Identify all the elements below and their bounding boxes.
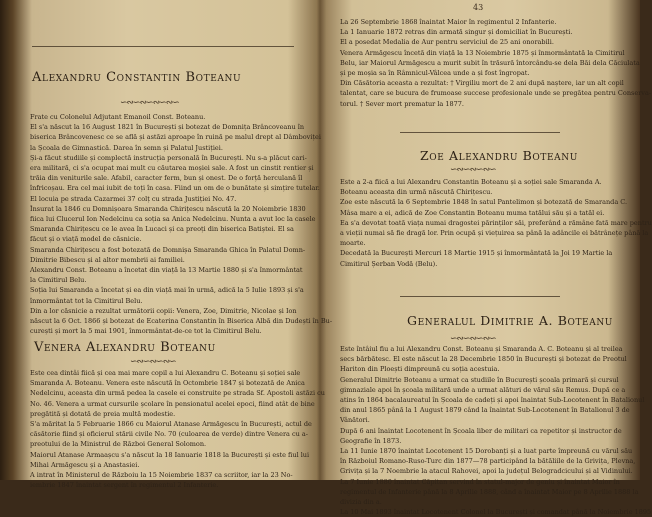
- text-line: preotului de la Ministrul de Război General Solomon.: [30, 440, 207, 449]
- text-line: El locuia pe strada Cazarmei 37 colț cu strada Justiției No. 47.: [30, 194, 237, 203]
- text-line: Este întâiul fiu a lui Alexandru Const. Boteanu și Smaranda A. C. Boteanu și al treilea: [340, 345, 623, 353]
- text-line: După 6 ani înaintat Locotenent în Școala liber de militari ca repetitor și instructor de: [340, 426, 622, 435]
- text-line: Soția lui Smaranda a încetat și ea din viață mai în urmă, adică la 5 Iulie 1893 și s'a: [30, 286, 304, 295]
- text-line: divizia din a.: [340, 498, 382, 507]
- text-line: Smaranda Chirițescu a fost botezată de Domnișa Smaranda Ghica în Palatul Domn-: [30, 245, 306, 254]
- text-line: A intrat în Ministerul de Războiu la 15 Noiembrie 1837 ca scriitor, iar la 23 No-: [30, 471, 293, 480]
- text-line: Smaranda A. Boteanu. Venera este născută în Octombrie 1847 și botezată de Anica: [30, 379, 305, 388]
- heading-ornament: ∽∾∽∾∽∾∽: [450, 334, 496, 344]
- text-line: era militară, ci s'a ocupat mai mult cu căutarea moșiei sale. A fost un cinstit rentier și: [30, 164, 314, 173]
- text-line: Cimitirul Șerban Vodă (Belu).: [340, 259, 438, 268]
- section-heading: Generalul Dimitrie A. Boteanu: [407, 313, 613, 328]
- text-line: Grivița și la 7 Noembrie la atacul Rahovei, apoi la județul Belogradcicului și al Vidinului.: [340, 467, 633, 476]
- text-line: La 7 Iunie 1880 înaintat Căpitan servind în statul-major de geniu și înaintat Maior în: [340, 477, 620, 486]
- text-line: Mâsa mare a ei, adică de Zoe Constantin Boteanu muma tatălui său și a tatăl ei.: [340, 208, 605, 217]
- text-line: Venera Armăgescu încetă din viață la 13 Noiembrie 1875 și înmormântată la Cimitirul: [340, 48, 625, 57]
- text-line: El s'a născut la 16 August 1821 în București și botezat de Domnița Brâncoveanu în: [30, 123, 304, 132]
- biography-paragraph: [340, 177, 652, 277]
- text-line: Vânători.: [340, 416, 370, 425]
- text-line: Zoe este născută la 6 Septembrie 1848 în satul Pantelimon și botezată de Smaranda C.: [340, 198, 628, 207]
- text-line: fiica lui Clucerul Ion Nedelcinu ca soția sa Anica Nedelcinu. Nunta a avut loc la casele: [30, 215, 316, 224]
- text-line: Frate cu Colonelul Adjutant Emanoil Const. Boteanu.: [30, 113, 206, 121]
- text-line: La 10 Mai 1893 înaintat Locotenent Colonel la București și comandat până la Noiembrie 1895: [340, 508, 652, 517]
- text-line: torul. † Sever mort prematur la 1877.: [340, 99, 464, 108]
- text-line: atins în 1864 bacalaureatul în Școala de cadeți și apoi înaintat Sub-Locotenent în Batalionul: [340, 396, 645, 405]
- biography-paragraph: [30, 112, 333, 344]
- biography-paragraph: [340, 344, 652, 517]
- heading-ornament: ∽∾∽∾∽∾∽: [450, 165, 496, 175]
- text-line: în Războiul Romano-Ruso-Turc din 1877—78 participând la bătăliile de la Grivița, Plevna,: [340, 457, 636, 466]
- heading-ornament: ∽∾∽∾∽∾∽∾∽: [120, 98, 179, 108]
- text-line: La 26 Septembrie 1868 înaintat Maior în regimentul 2 Infanterie.: [340, 18, 557, 26]
- text-line: Decedată la București Mercuri 18 Martie 1915 și înmormântată la Joi 19 Martie la: [340, 249, 613, 258]
- text-line: născut la 6 Oct. 1866 și botezat de Ecaterina Constantin în Biserica Albă din Dudești în Bu-: [30, 317, 333, 326]
- text-line: căsătorie fiind și oficierul stării civile No. 70 (culoarea de verde) dintre Venera cu a-: [30, 430, 308, 439]
- text-line: iembrie 1847 înaintat sergent în regimentul 2 Infanterie.: [30, 481, 219, 490]
- section-heading: Venera Alexandru Boteanu: [34, 340, 216, 355]
- section-heading: Alexandru Constantin Boteanu: [32, 70, 242, 85]
- text-line: moarte.: [340, 239, 366, 248]
- section-divider: [400, 132, 560, 133]
- text-line: No. 46. Venera a urmat cursurile școlare în pensionatul acelei epoci, fiind atât de bine: [30, 399, 315, 408]
- text-line: curești și mort la 5 mai 1901, înmormântat-de-ce tot la Cimitirul Belu.: [30, 327, 262, 336]
- text-line: Din Căsătoria aceasta a rezultat: † Virgiliu mort de 2 ani după naștere, iar un alt copil: [340, 79, 624, 88]
- text-line: Alexandru Const. Boteanu a încetat din viață la 13 Martie 1880 și s'a înmormântat: [30, 266, 303, 275]
- text-line: Dimitrie Bibescu și al altor membrii ai familiei.: [30, 255, 185, 264]
- text-line: Este a 2-a fiică a lui Alexandru Constantin Boteanu și a soției sale Smaranda A.: [340, 178, 602, 186]
- left-page: [10, 0, 333, 490]
- right-page: [330, 0, 652, 517]
- text-line: biserica Brâncovenesc ce se află și astăzi aproape în ruină pe malul drept al Dâmboviței: [30, 133, 321, 142]
- text-line: Generalul Dimitrie Boteanu a urmat ca studiile în București școala primară și cursul: [340, 375, 619, 384]
- top-divider: [32, 46, 294, 47]
- page-number: 43: [473, 3, 484, 12]
- text-line: Însurat la 1846 cu Domnișoara Smaranda Chirițescu născută la 20 Noiembrie 1830: [30, 204, 306, 213]
- text-line: înmormântat tot la Cimitirul Belu.: [30, 296, 143, 305]
- text-line: Hariton din Ploești dimpreună cu soția acestuia.: [340, 365, 500, 374]
- text-line: Geografie în 1873.: [340, 436, 402, 445]
- section-heading: Zoe Alexandru Boteanu: [420, 148, 578, 163]
- text-line: și pe moșia sa în Râmnicul-Vâlcea unde a și fost îngropat.: [340, 69, 530, 78]
- text-line: Maiorul Atanase Armaașcu s'a născut la 18 Ianuarie 1818 la București și este fiul lui: [30, 450, 310, 459]
- text-line: Și-a făcut studiile și complectă instrucția personală în București. Nu s-a plăcut cari-: [30, 153, 307, 162]
- text-line: talentat, care se bucura de frumoase succese profesionale unde se pregătea pentru Conserva-: [340, 89, 652, 98]
- text-line: Smaranda Chirițescu ce le avea în Lucaci și ca preoți din biserica Batiștei. El sa: [30, 225, 294, 234]
- text-line: regimentul de Infanterie până la 8 Aprilie 1888, când a înaintat Maior pe 8 Aprilie 1888 la: [340, 487, 639, 496]
- text-line: La 11 Iunie 1870 înaintat Locotenent 15 Dorobanți și a luat parte împreună cu vărul său: [340, 447, 633, 456]
- text-line: La 1 Ianuarie 1872 retras din armată singur și domiciliat în București.: [340, 28, 573, 37]
- text-line: înfricoșau. Era cel mai iubit de toți în casa. Fiind un om de o bunătate și simțire tutelar.: [30, 184, 320, 193]
- heading-ornament: ∽∾∽∾∽∾∽: [130, 357, 176, 367]
- text-line: pregătită și dotată de preia multă modestie.: [30, 409, 176, 418]
- text-line: S'a măritat la 5 Februarie 1866 cu Maiorul Atanase Armăgescu în București, actul de: [30, 420, 312, 429]
- text-line: El a posedat Medalia de Aur pentru serviciul de 25 ani onorabili.: [340, 38, 554, 47]
- text-line: secs bărbătesc. El este născut la 28 Decembrie 1850 în București și botezat de Preotul: [340, 355, 627, 364]
- text-line: Nedelcinu, aceasta din urmă pedea la casele ei construite pe strada Sf. Apostoli astăzi cu: [30, 389, 325, 398]
- text-line: Mihai Armăgescu și a Anastasiei.: [30, 460, 140, 469]
- text-line: Belu, iar Maiorul Armăgescu a murit subit în trăsură întorcându-se dela Băi dela Căciulata: [340, 58, 640, 67]
- text-line: gimnaziale apoi în școala militară unde a urmat alături de vărul său Remus. După ce a: [340, 385, 626, 394]
- text-line: Este cea dintâi fiică și cea mai mare copil a lui Alexandru C. Boteanu și soției sale: [30, 369, 301, 377]
- text-line: Din a lor căsnicie a rezultat următorii copii: Venera, Zoe, Dimitrie, Nicolae și Ion: [30, 306, 297, 315]
- text-line: a vieții numai să fie dragă lor. Prin ocupă și viețuirea sa până la adâncile ei bătrânețe până la: [340, 229, 649, 238]
- text-line: la Cimitirul Belu.: [30, 276, 87, 285]
- biography-paragraph: [340, 17, 652, 112]
- section-divider: [400, 296, 560, 297]
- text-line: la Școala de Gimnastică. Darea în semn și Palatul Justiției.: [30, 143, 223, 152]
- text-line: din anul 1865 până la 1 August 1879 când la înaintat Sub-Locotenent în Batalionul 3 de: [340, 406, 630, 415]
- biography-paragraph: [30, 368, 325, 490]
- text-line: Ea s'a devotat toată viața numai dragostei părinților săi, preferând a rămâne fată mare pentru: [340, 218, 652, 227]
- text-line: Boteanu aceasta din urmă născută Chirițescu.: [340, 188, 493, 197]
- text-line: făcut și o viață model de căsnicie.: [30, 235, 142, 244]
- text-line: trăia din veniturile sale. Afabil, caracter ferm, bun și onest. De o forță herculană îl: [30, 174, 303, 183]
